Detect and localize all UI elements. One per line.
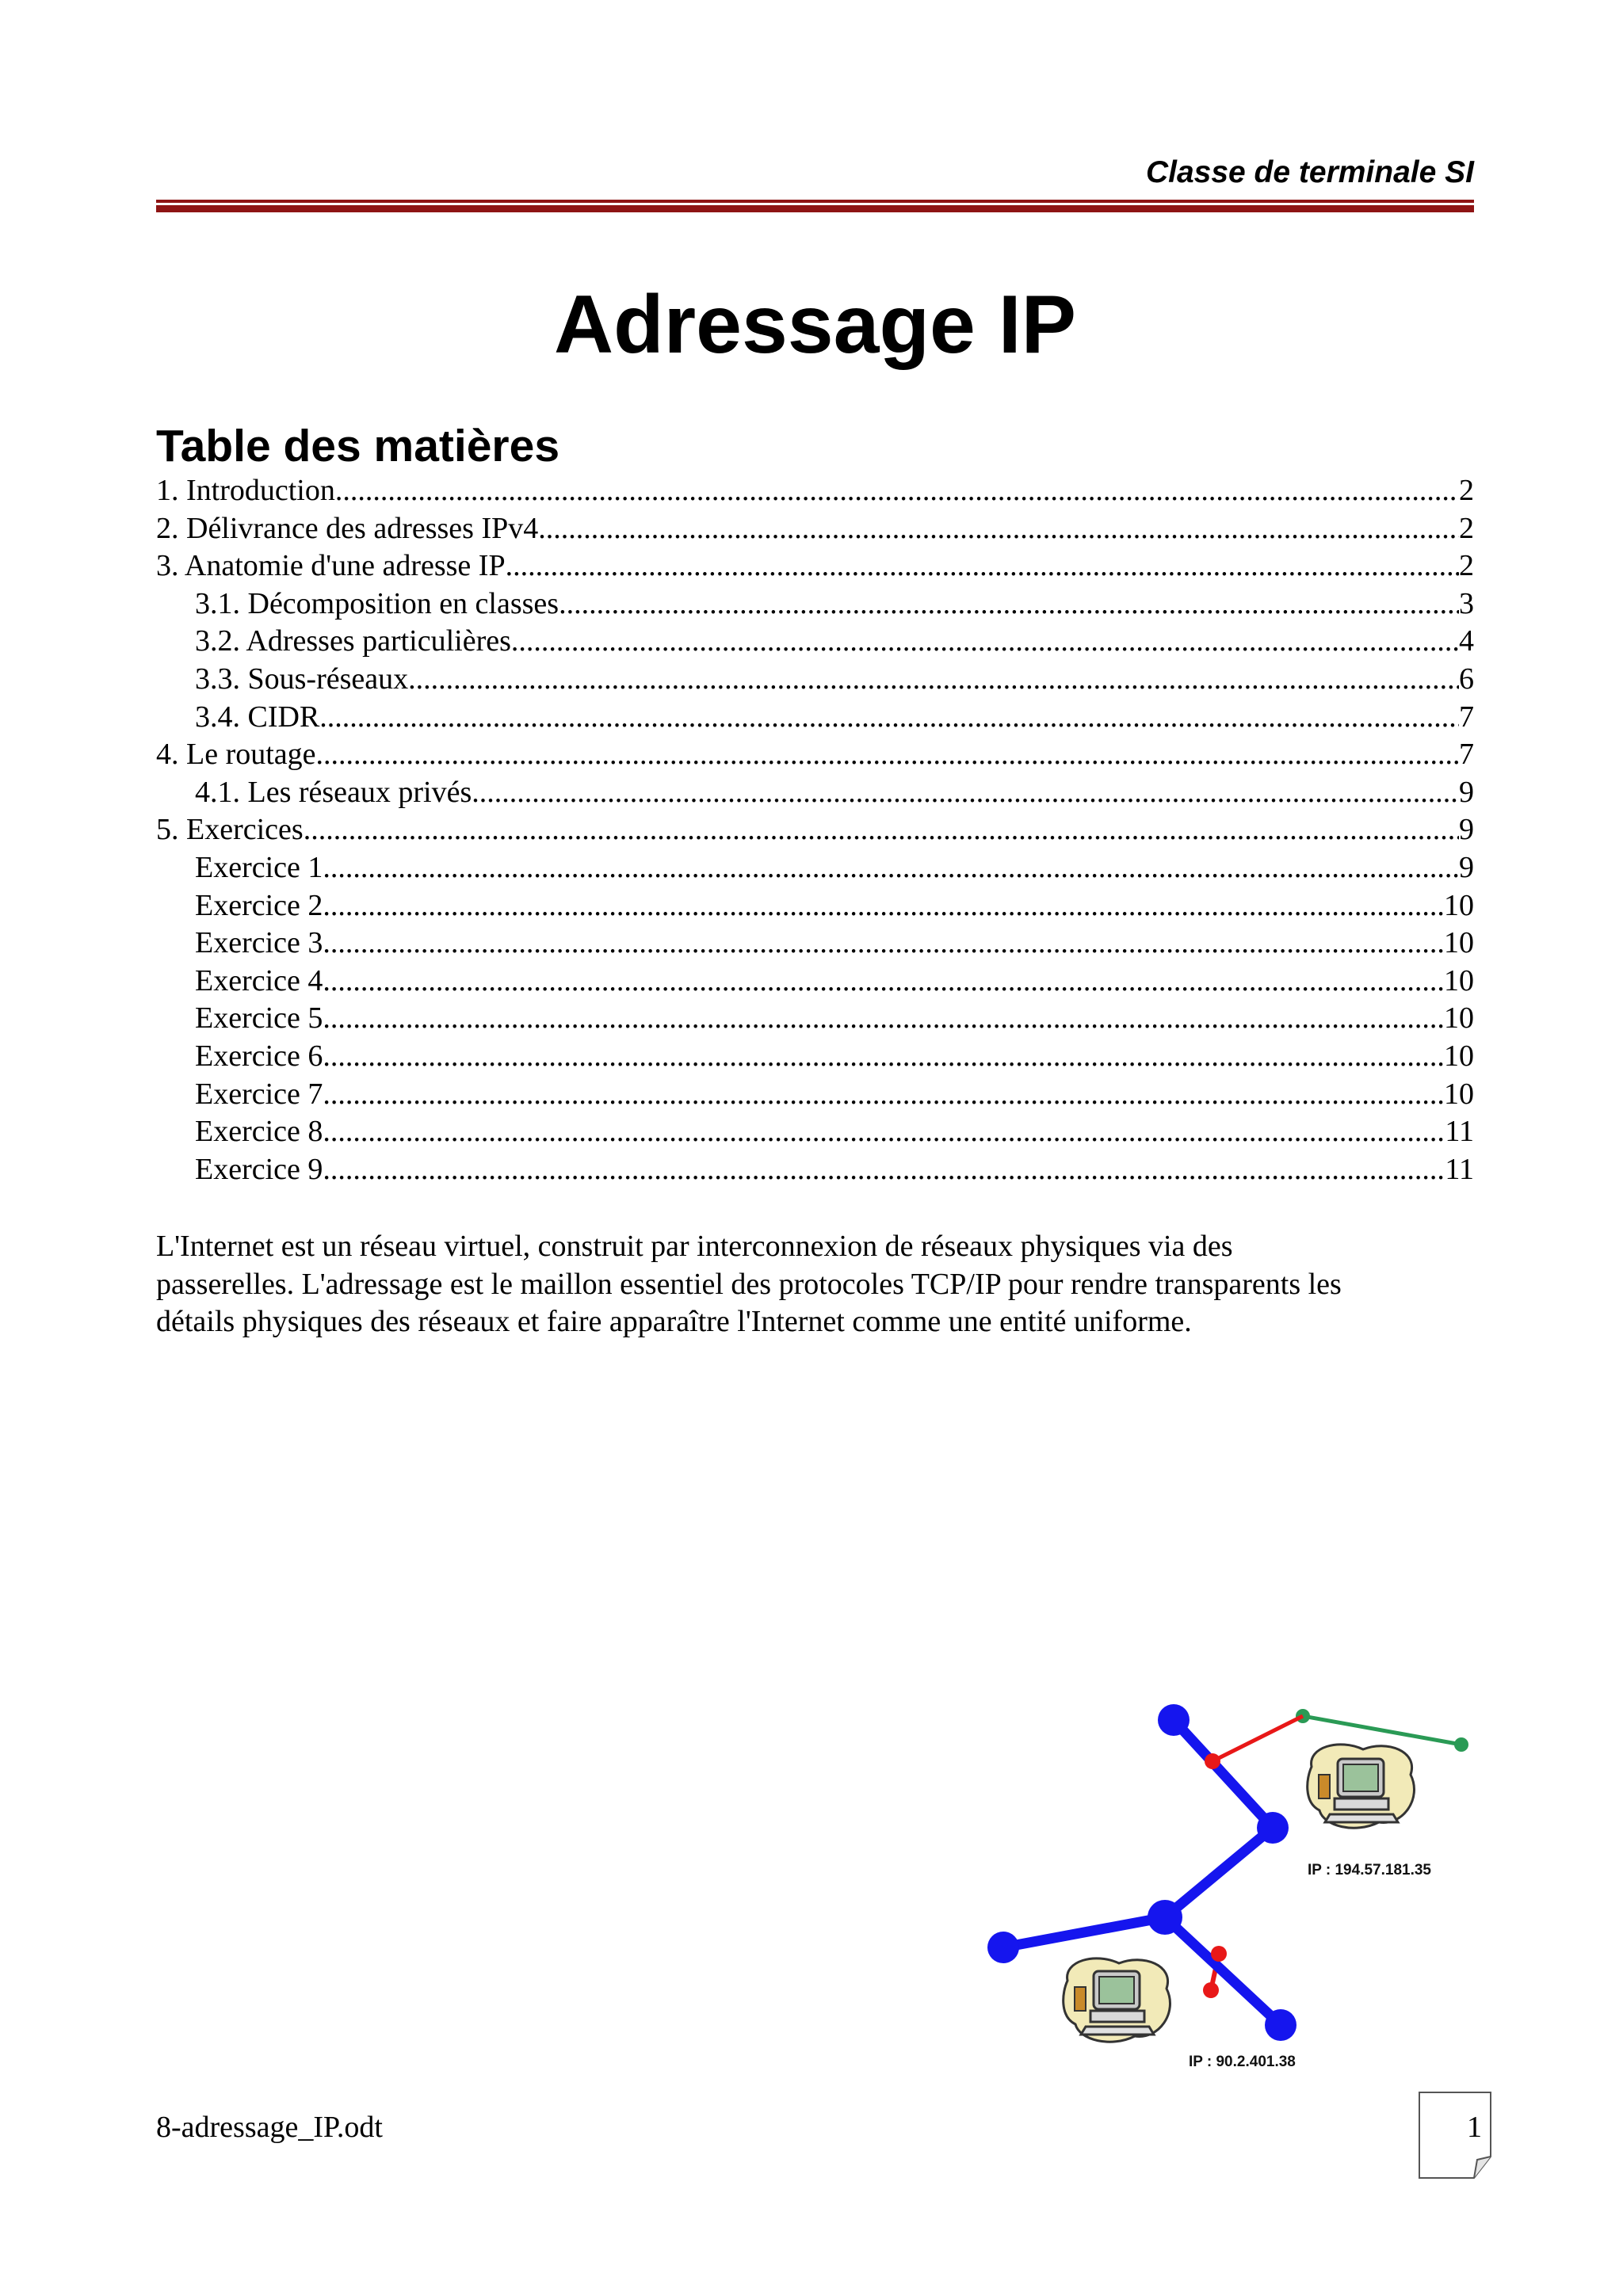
green-link [1303, 1716, 1461, 1745]
toc-entry-label: Exercice 4 [195, 963, 323, 997]
intro-line: L'Internet est un réseau virtuel, construit par interconnexion de réseaux physiques via des [156, 1230, 1233, 1263]
table-of-contents [156, 472, 1474, 1188]
toc-entry-label: Exercice 1 [195, 850, 323, 884]
toc-entry[interactable] [156, 849, 1474, 887]
toc-leader-dots [323, 963, 1444, 1001]
toc-entry[interactable] [156, 623, 1474, 661]
toc-entry-page: 2 [1459, 511, 1474, 545]
toc-entry[interactable] [156, 585, 1474, 624]
toc-entry-page: 2 [1459, 549, 1474, 583]
toc-leader-dots [323, 1038, 1444, 1076]
toc-leader-dots [304, 811, 1459, 849]
network-node [1265, 2009, 1296, 2041]
toc-entry[interactable] [156, 963, 1474, 1001]
toc-title: Table des matières [156, 421, 560, 471]
toc-entry[interactable] [156, 547, 1474, 585]
toc-entry[interactable] [156, 925, 1474, 963]
toc-entry-label: 3.3. Sous-réseaux [195, 662, 409, 696]
toc-entry[interactable] [156, 1151, 1474, 1189]
toc-leader-dots [335, 472, 1459, 510]
toc-entry-label: 1. Introduction [156, 474, 335, 507]
toc-entry-label: 3.2. Adresses particulières [195, 624, 511, 658]
network-node [1257, 1812, 1289, 1844]
gateway-node [1205, 1753, 1220, 1769]
toc-entry-page: 9 [1459, 813, 1474, 847]
toc-entry-page: 9 [1459, 775, 1474, 809]
toc-entry-label: Exercice 5 [195, 1001, 323, 1035]
header-rule-thick [156, 205, 1474, 212]
toc-entry[interactable] [156, 736, 1474, 774]
toc-entry-page: 10 [1444, 1001, 1474, 1035]
gateway-node [1211, 1946, 1227, 1962]
toc-entry-label: Exercice 2 [195, 888, 323, 922]
network-segment [1165, 1828, 1273, 1917]
toc-entry-label: Exercice 6 [195, 1039, 323, 1073]
footer-filename: 8-adressage_IP.odt [156, 2111, 383, 2144]
toc-entry-page: 10 [1444, 1039, 1474, 1073]
toc-leader-dots [323, 1113, 1445, 1151]
computer-icon [1064, 1958, 1170, 2042]
toc-entry[interactable] [156, 1076, 1474, 1114]
computer-icon [1308, 1745, 1415, 1828]
toc-entry-page: 4 [1459, 624, 1474, 658]
green-node [1454, 1737, 1468, 1752]
toc-leader-dots [323, 925, 1444, 963]
network-segment [1003, 1917, 1165, 1947]
toc-entry-page: 6 [1459, 662, 1474, 696]
intro-line: détails physiques des réseaux et faire apparaître l'Internet comme une entité uniforme. [156, 1305, 1192, 1338]
toc-entry[interactable] [156, 774, 1474, 812]
toc-leader-dots [511, 623, 1459, 661]
toc-leader-dots [538, 510, 1459, 548]
intro-line: passerelles. L'adressage est le maillon essentiel des protocoles TCP/IP pour rendre transparents les [156, 1267, 1342, 1301]
toc-entry[interactable] [156, 661, 1474, 699]
ip-label-bottom: IP : 90.2.401.38 [1189, 2054, 1296, 2070]
toc-leader-dots [316, 736, 1459, 774]
toc-entry-page: 7 [1459, 738, 1474, 772]
running-header: Classe de terminale SI [1145, 155, 1474, 189]
toc-entry-page: 10 [1444, 888, 1474, 922]
toc-entry-page: 9 [1459, 850, 1474, 884]
toc-entry-page: 10 [1444, 963, 1474, 997]
network-segment [1165, 1917, 1281, 2025]
header-rule-thin [156, 200, 1474, 203]
network-node [1148, 1900, 1182, 1935]
page-number: 1 [1467, 2111, 1482, 2144]
toc-entry-label: 3.1. Décomposition en classes [195, 586, 559, 620]
toc-leader-dots [323, 849, 1459, 887]
toc-entry[interactable] [156, 510, 1474, 548]
network-node [1158, 1704, 1190, 1736]
toc-leader-dots [559, 585, 1459, 624]
toc-entry-label: Exercice 7 [195, 1077, 323, 1111]
ip-label-top: IP : 194.57.181.35 [1308, 1862, 1431, 1878]
toc-entry-label: 5. Exercices [156, 813, 304, 847]
toc-entry-page: 3 [1459, 586, 1474, 620]
toc-entry-page: 10 [1444, 926, 1474, 960]
toc-entry-label: 4. Le routage [156, 738, 316, 772]
toc-entry[interactable] [156, 472, 1474, 510]
toc-leader-dots [408, 661, 1459, 699]
network-diagram [975, 1695, 1498, 2084]
intro-paragraph [156, 1228, 1487, 1341]
toc-entry-page: 10 [1444, 1077, 1474, 1111]
toc-entry[interactable] [156, 887, 1474, 925]
document-title: Adressage IP [554, 279, 1076, 371]
toc-entry[interactable] [156, 811, 1474, 849]
toc-entry-page: 2 [1459, 474, 1474, 507]
gateway-node [1203, 1982, 1219, 1998]
toc-entry-label: Exercice 3 [195, 926, 323, 960]
toc-entry-page: 11 [1445, 1152, 1474, 1186]
toc-entry-label: 3. Anatomie d'une adresse IP [156, 549, 506, 583]
toc-leader-dots [323, 1151, 1445, 1189]
network-node [987, 1932, 1019, 1963]
toc-leader-dots [506, 547, 1459, 585]
toc-leader-dots [472, 774, 1459, 812]
toc-entry-page: 11 [1445, 1115, 1474, 1149]
toc-leader-dots [323, 887, 1444, 925]
toc-entry[interactable] [156, 1038, 1474, 1076]
gateway-link-top [1212, 1716, 1303, 1761]
toc-leader-dots [323, 1000, 1444, 1038]
toc-entry[interactable] [156, 699, 1474, 737]
toc-entry[interactable] [156, 1000, 1474, 1038]
toc-entry-label: Exercice 8 [195, 1115, 323, 1149]
toc-entry-label: Exercice 9 [195, 1152, 323, 1186]
toc-leader-dots [323, 1076, 1444, 1114]
toc-entry-label: 2. Délivrance des adresses IPv4 [156, 511, 539, 545]
toc-entry-label: 3.4. CIDR [195, 700, 320, 734]
toc-leader-dots [319, 699, 1459, 737]
network-segment [1174, 1720, 1273, 1828]
toc-entry-label: 4.1. Les réseaux privés [195, 775, 472, 809]
toc-entry[interactable] [156, 1113, 1474, 1151]
toc-entry-page: 7 [1459, 700, 1474, 734]
